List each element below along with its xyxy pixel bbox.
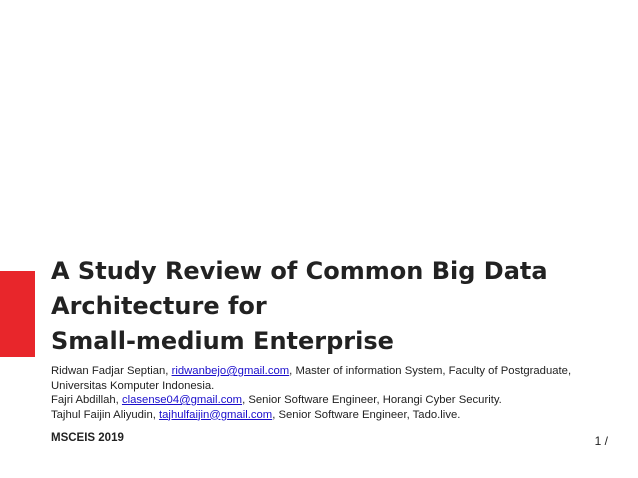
conference-label: MSCEIS 2019 xyxy=(51,432,124,444)
author-1-affiliation: , Master of information System, Faculty of Postgraduate, xyxy=(289,365,572,377)
author-2-affiliation: , Senior Software Engineer, Horangi Cyber Security. xyxy=(242,394,502,406)
title-line-3: Small-medium Enterprise xyxy=(51,327,394,355)
author-2-name: Fajri Abdillah, xyxy=(51,394,122,406)
author-list xyxy=(51,364,621,422)
author-3-email-link[interactable]: tajhulfaijin@gmail.com xyxy=(159,408,273,421)
accent-bar xyxy=(0,271,35,357)
author-line-3 xyxy=(51,393,621,408)
author-line-1 xyxy=(51,364,621,379)
title-line-2: Architecture for xyxy=(51,292,267,320)
author-1-name: Ridwan Fadjar Septian, xyxy=(51,365,172,377)
author-1-email-link[interactable]: ridwanbejo@gmail.com xyxy=(171,365,290,377)
author-line-2: Universitas Komputer Indonesia. xyxy=(51,379,215,392)
author-line-4 xyxy=(51,408,621,423)
author-2-email-link[interactable]: clasense04@gmail.com xyxy=(121,394,243,406)
slide-title xyxy=(51,254,621,359)
author-3-name: Tajhul Faijin Aliyudin, xyxy=(51,408,160,421)
author-3-affiliation: , Senior Software Engineer, Tado.live. xyxy=(272,408,461,421)
title-line-1: A Study Review of Common Big Data xyxy=(51,257,548,285)
page-number: 1 / xyxy=(594,434,608,448)
